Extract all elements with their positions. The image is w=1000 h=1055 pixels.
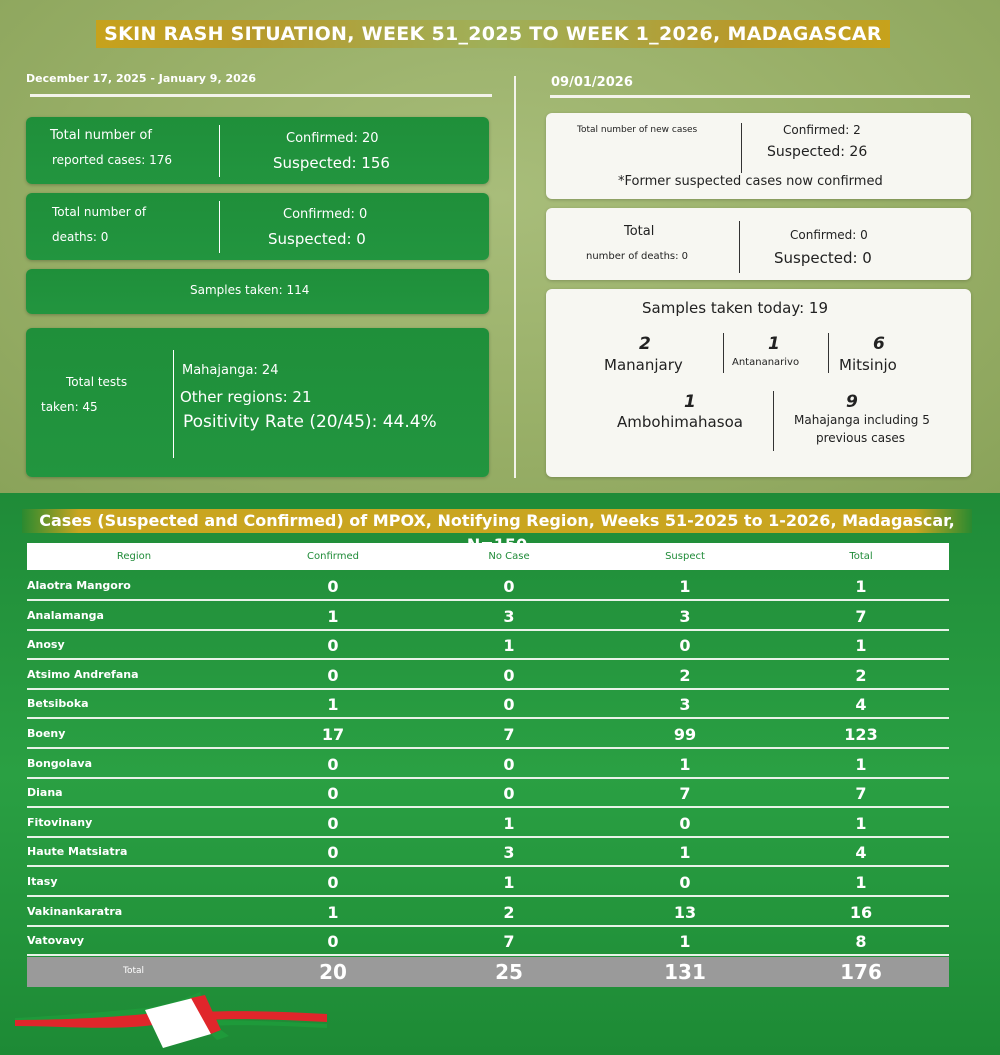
table-row [27, 602, 949, 631]
row-confirmed: 0 [327, 813, 339, 833]
row-region: Betsiboka [27, 697, 89, 711]
page-title: SKIN RASH SITUATION, WEEK 51_2025 TO WEEK 1_2026, MADAGASCAR [96, 20, 890, 48]
period-label: December 17, 2025 - January 9, 2026 [26, 72, 257, 85]
total-suspect: 131 [664, 960, 706, 984]
table-row [27, 838, 949, 867]
row-no-case: 1 [503, 813, 515, 833]
right-deaths-confirmed: Confirmed: 0 [790, 228, 868, 242]
row-no-case: 0 [503, 784, 515, 804]
right-deaths-label-line2: number of deaths: 0 [586, 251, 689, 262]
row-confirmed: 0 [327, 665, 339, 685]
madagascar-flag-ribbon [15, 990, 327, 1050]
row-total: 7 [855, 606, 867, 626]
row-region: Analamanga [27, 608, 104, 622]
row-confirmed: 0 [327, 843, 339, 863]
header-total: Total [849, 551, 873, 562]
card-divider [741, 123, 742, 173]
row-no-case: 0 [503, 754, 515, 774]
row-confirmed: 0 [327, 873, 339, 892]
row-total: 1 [855, 813, 867, 833]
new-cases-note: *Former suspected cases now confirmed [618, 174, 883, 189]
total-no-case: 25 [495, 960, 523, 984]
reported-cases-card [26, 117, 489, 184]
tests-label-line1: Total tests [66, 375, 128, 389]
row-region: Diana [27, 786, 63, 800]
row-confirmed: 1 [327, 695, 339, 715]
left-underline [30, 94, 492, 97]
row-confirmed: 1 [327, 606, 339, 626]
new-cases-card [546, 113, 971, 199]
new-suspected: Suspected: 26 [767, 144, 868, 160]
header-confirmed: Confirmed [307, 551, 359, 562]
row-suspect: 3 [679, 695, 691, 715]
card-divider [173, 350, 174, 458]
row-region: Vatovavy [27, 934, 85, 948]
sample-region-mitsinjo: Mitsinjo [839, 356, 897, 374]
row-no-case: 7 [503, 725, 515, 744]
row-suspect: 13 [673, 902, 697, 922]
header-suspect: Suspect [665, 551, 705, 562]
sample-region-mahajanga-line2: previous cases [816, 431, 905, 445]
sample-count-mananjary: 2 [639, 334, 651, 354]
samples-taken: Samples taken: 114 [190, 283, 310, 297]
sample-count-antananarivo: 1 [768, 334, 780, 354]
row-suspect: 0 [679, 813, 691, 833]
tests-card [26, 328, 489, 477]
row-no-case: 0 [503, 695, 515, 715]
table-row [27, 720, 949, 749]
row-no-case: 2 [503, 902, 515, 922]
card-divider [219, 201, 220, 253]
row-region: Fitovinany [27, 815, 93, 829]
row-total: 123 [844, 725, 878, 744]
row-region: Boeny [27, 727, 66, 740]
new-cases-label: Total number of new cases [577, 125, 698, 135]
sample-region-mananjary: Mananjary [604, 356, 683, 374]
row-confirmed: 0 [327, 577, 339, 596]
tests-mahajanga: Mahajanga: 24 [182, 363, 279, 378]
total-label: Total [123, 966, 145, 976]
row-confirmed: 1 [327, 902, 339, 922]
table-row [27, 868, 949, 897]
row-suspect: 1 [679, 754, 691, 774]
table-row [27, 779, 949, 808]
row-confirmed: 0 [327, 784, 339, 804]
table-row [27, 690, 949, 719]
samples-today-card [546, 289, 971, 477]
row-suspect: 1 [679, 577, 691, 596]
card-divider [739, 221, 740, 273]
header-region: Region [116, 551, 152, 562]
row-suspect: 0 [679, 636, 691, 656]
tests-other-regions: Other regions: 21 [180, 388, 312, 406]
reported-label-line1: Total number of [50, 128, 152, 143]
deaths-confirmed: Confirmed: 0 [283, 207, 368, 222]
deaths-label-line2: deaths: 0 [52, 230, 109, 244]
table-row [27, 750, 949, 779]
row-confirmed: 17 [321, 725, 345, 744]
row-no-case: 0 [503, 665, 515, 685]
reported-suspected: Suspected: 156 [273, 154, 390, 172]
row-total: 8 [855, 932, 867, 952]
total-confirmed: 20 [319, 960, 347, 984]
table-row [27, 809, 949, 838]
row-region: Haute Matsiatra [27, 845, 128, 859]
table-header [27, 543, 949, 570]
table-row [27, 631, 949, 660]
reported-label-line2: reported cases: 176 [52, 153, 173, 167]
card-divider [219, 125, 220, 177]
row-confirmed: 0 [327, 636, 339, 656]
row-total: 4 [855, 843, 867, 863]
positivity-rate: Positivity Rate (20/45): 44.4% [183, 412, 437, 432]
row-suspect: 1 [679, 932, 691, 952]
right-underline [550, 95, 970, 98]
row-total: 16 [849, 902, 873, 922]
row-confirmed: 0 [327, 932, 339, 952]
row-total: 2 [855, 665, 867, 685]
row-no-case: 1 [503, 636, 515, 656]
row-suspect: 2 [679, 665, 691, 685]
header-no-case: No Case [488, 551, 530, 562]
table-total-row [27, 957, 949, 987]
row-no-case: 3 [503, 843, 515, 863]
deaths-label-line1: Total number of [52, 205, 147, 219]
new-confirmed: Confirmed: 2 [783, 123, 861, 137]
sample-region-antananarivo: Antananarivo [732, 357, 800, 368]
row-no-case: 1 [503, 873, 515, 892]
row-no-case: 3 [503, 606, 515, 626]
row-total: 4 [855, 695, 867, 715]
sample-region-mahajanga-line1: Mahajanga including 5 [794, 413, 930, 427]
samples-card [26, 269, 489, 314]
row-suspect: 0 [679, 873, 691, 892]
right-deaths-card [546, 208, 971, 280]
row-no-case: 0 [503, 577, 515, 596]
row-no-case: 7 [503, 932, 515, 952]
right-deaths-suspected: Suspected: 0 [774, 249, 872, 267]
row-total: 1 [855, 754, 867, 774]
reported-confirmed: Confirmed: 20 [286, 131, 379, 146]
total-total: 176 [840, 960, 882, 984]
row-region: Bongolava [27, 756, 92, 770]
row-region: Alaotra Mangoro [27, 579, 131, 592]
sample-count-mahajanga: 9 [846, 392, 858, 412]
row-total: 1 [855, 577, 867, 596]
row-total: 1 [855, 636, 867, 656]
table-title: Cases (Suspected and Confirmed) of MPOX, Notifying Region, Weeks 51-2025 to 1-2026, Madagascar, [22, 509, 972, 533]
report-date: 09/01/2026 [551, 75, 633, 90]
sample-count-mitsinjo: 6 [873, 334, 885, 354]
table-row [27, 661, 949, 690]
table-row [27, 572, 949, 601]
row-suspect: 1 [679, 843, 691, 863]
deaths-card [26, 193, 489, 260]
row-region: Atsimo Andrefana [27, 667, 139, 681]
row-total: 1 [855, 873, 867, 892]
right-deaths-label-line1: Total [624, 224, 655, 239]
sample-region-ambohimahasoa: Ambohimahasoa [617, 413, 743, 431]
column-divider [514, 76, 516, 478]
row-confirmed: 0 [327, 754, 339, 774]
card-divider [773, 391, 774, 451]
row-suspect: 99 [673, 725, 697, 744]
table-row [27, 898, 949, 927]
table-row [27, 927, 949, 956]
samples-today-title: Samples taken today: 19 [642, 299, 829, 317]
card-divider [723, 333, 724, 373]
row-region: Anosy [27, 638, 65, 652]
sample-count-ambohimahasoa: 1 [684, 392, 696, 412]
row-total: 7 [855, 784, 867, 804]
tests-label-line2: taken: 45 [41, 400, 98, 414]
card-divider [828, 333, 829, 373]
row-suspect: 7 [679, 784, 691, 804]
deaths-suspected: Suspected: 0 [268, 230, 366, 248]
row-region: Itasy [27, 875, 58, 888]
row-suspect: 3 [679, 606, 691, 626]
row-region: Vakinankaratra [27, 904, 123, 918]
